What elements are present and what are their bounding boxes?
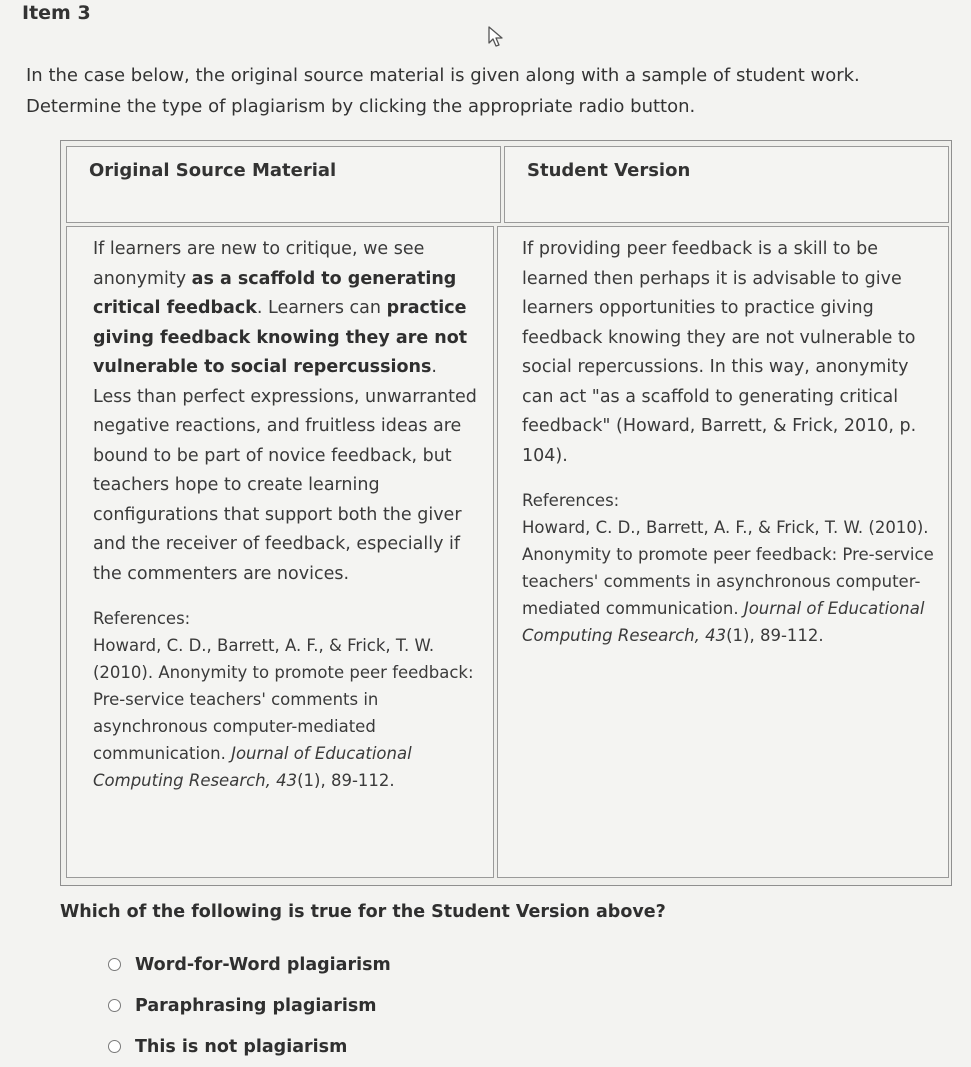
original-source-text: If learners are new to critique, we see anonymity as a scaffold to generating critical feedback. Learners can practice giving feedback knowing they are not vulnerable to social repercussions. Less than perfect expressions, unwarranted negative reactions, and fruitless ideas are bound to be part of novice feedback, but teachers hope to create learning configurations that support both the giver and the receiver of feedback, especially if the commenters are novices. [93, 239, 477, 584]
original-source-cell [66, 226, 494, 878]
instructions-line-2: Determine the type of plagiarism by clicking the appropriate radio button. [26, 96, 696, 117]
instructions [26, 60, 956, 122]
radio-button[interactable] [108, 1040, 121, 1053]
header-original-source: Original Source Material [66, 146, 501, 223]
header-student-version: Student Version [504, 146, 949, 223]
answer-options [108, 944, 391, 1067]
student-references [522, 487, 934, 649]
option-paraphrasing[interactable] [108, 985, 391, 1026]
original-references-heading: References: [93, 609, 191, 628]
student-citation: Howard, C. D., Barrett, A. F., & Frick, T. W. (2010). Anonymity to promote peer feedback: Pre-service teachers' comments in asynchronous computer-mediated communication. Journal of Educational Computing Research, 43(1), 89-112. [522, 518, 934, 645]
option-not-plagiarism[interactable] [108, 1026, 391, 1067]
radio-button[interactable] [108, 958, 121, 971]
option-label: Paraphrasing plagiarism [135, 995, 377, 1016]
option-label: This is not plagiarism [135, 1036, 348, 1057]
student-references-heading: References: [522, 491, 620, 510]
radio-button[interactable] [108, 999, 121, 1012]
case-table [60, 140, 952, 886]
student-version-text: If providing peer feedback is a skill to be learned then perhaps it is advisable to give learners opportunities to practice giving feedback knowing they are not vulnerable to social repercussions. In this way, anonymity can act "as a scaffold to generating critical feedback" (Howard, Barrett, & Frick, 2010, p. 104). [522, 239, 917, 466]
instructions-line-1: In the case below, the original source material is given along with a sample of student work. [26, 65, 860, 86]
original-references [93, 605, 477, 794]
option-label: Word-for-Word plagiarism [135, 954, 391, 975]
original-citation: Howard, C. D., Barrett, A. F., & Frick, T. W. (2010). Anonymity to promote peer feedback: Pre-service teachers' comments in asynchronous computer-mediated communication. Journal of Educational Computing Research, 43(1), 89-112. [93, 636, 474, 790]
mouse-pointer-icon [487, 26, 505, 48]
student-version-cell [497, 226, 949, 878]
option-word-for-word[interactable] [108, 944, 391, 985]
item-title: Item 3 [22, 2, 91, 24]
question-prompt: Which of the following is true for the Student Version above? [60, 902, 666, 922]
